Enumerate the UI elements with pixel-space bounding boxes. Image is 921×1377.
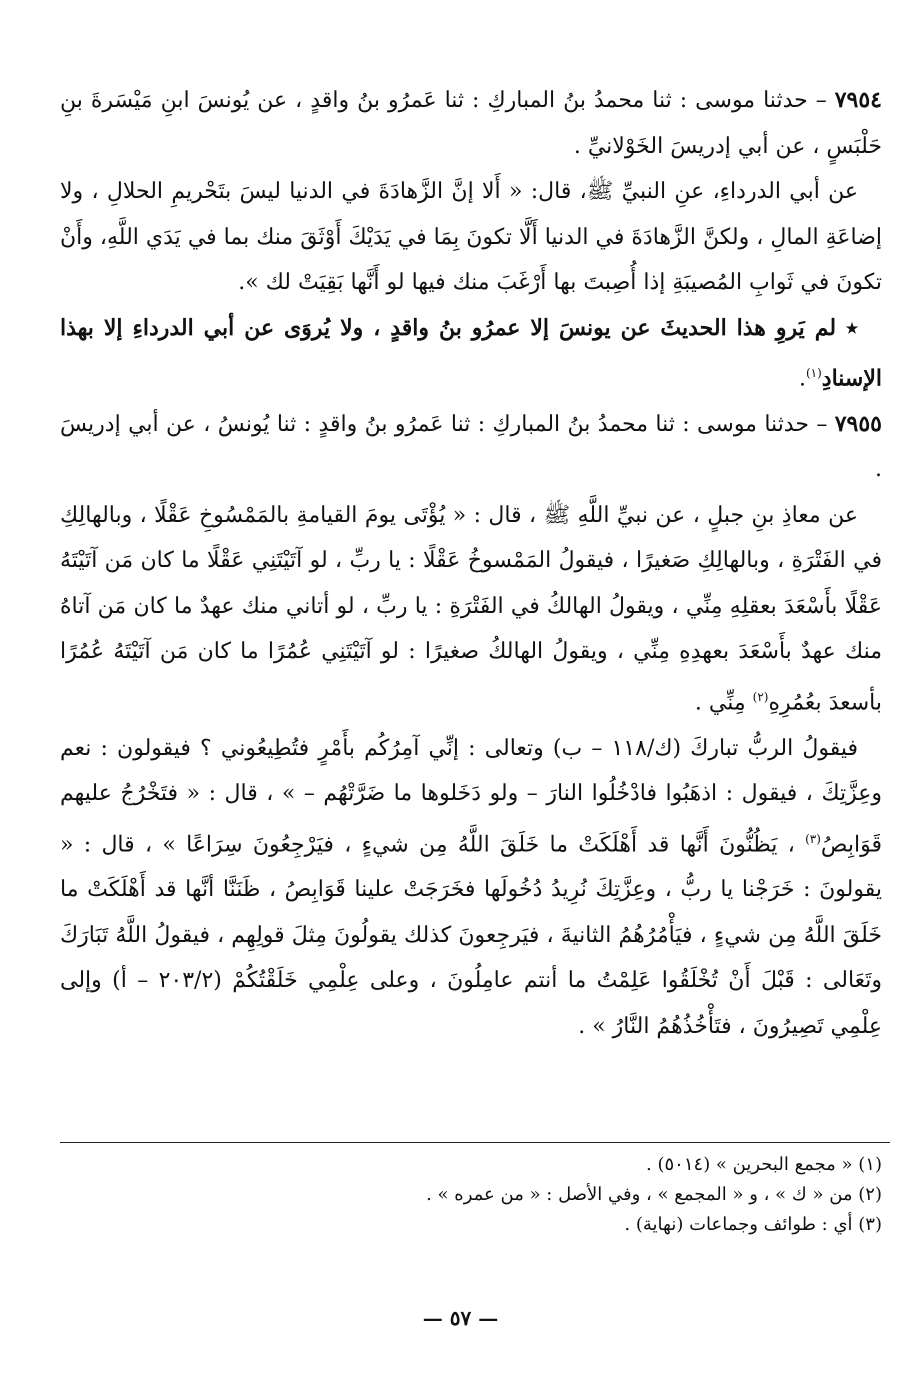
hadith-7954-matn: عن أبي الدرداءِ، عنِ النبيِّ ﷺ، قال: « أَلا إنَّ الزَّهادَةَ في الدنيا ليسَ بتَحْريمِ الحلالِ ، ولا إضاعَةِ المالِ ، ولكنَّ الزَّهادَةَ في الدنيا أَلَّا تكونَ بِمَا في يَدَيْكَ أَوْثَقَ منك بما في يَدَي اللَّهِ، وأَنْ تكونَ في ثَوابِ المُصيبَةِ إذا أُصِبتَ بها أَرْغَبَ منك فيها لو أَنَّها بَقِيَتْ لك ». [60, 179, 882, 295]
note-end: . [798, 366, 806, 392]
matn-text-end: مِنِّي . [694, 690, 753, 716]
footnote-divider [60, 1142, 890, 1143]
hadith-7955-isnad [60, 402, 882, 493]
footnote-3: (٣) أي : طوائف وجماعات (نهاية) . [624, 1214, 882, 1235]
note-text: لم يَروِ هذا الحديثَ عن يونسَ إلا عمرُو بنُ واقدٍ ، ولا يُروَى عن أبي الدرداءِ إلا بهذا الإسنادِ [60, 314, 882, 392]
main-text [60, 78, 882, 1049]
hadith-7955-matn-1 [60, 493, 882, 726]
page-number: — ٥٧ — [422, 1306, 499, 1330]
hadith-7954-isnad [60, 78, 882, 169]
star-marker: ٭ [846, 314, 858, 341]
matn-text: عن معاذِ بنِ جبلٍ ، عن نبيِّ اللَّهِ ﷺ ، قال : « يُؤْتَى يومَ القيامةِ بالمَمْسُوخِ عَقْلًا ، وبالهالِكِ في الفَتْرَةِ ، وبالهالِكِ صَغيرًا ، فيقولُ المَمْسوخُ عَقْلًا : يا ربِّ ، لو آتَيْتَنِي عَقْلًا ما كان مَن آتَيْتَهُ عَقْلًا بأَسْعَدَ بعقلِهِ مِنِّي ، ويقولُ الهالكُ في الفَتْرَةِ : يا ربِّ ، لو أتاني منك عهدٌ ما كان مَن آتاهُ منك عهدٌ بأَسْعَدَ بعهدِهِ مِنِّي ، ويقولُ الهالكُ صغيرًا : لو آتَيْتَنِي عُمُرًا ما كان مَن آتَيْتَهُ عُمُرًا بأسعدَ بعُمُرِهِ [60, 502, 883, 716]
footnote-2: (٢) من « ك » ، و « المجمع » ، وفي الأصل : « من عمره » . [426, 1184, 882, 1205]
matn-text: فيقولُ الربُّ تباركَ (ك/١١٨ – ب) وتعالى : إنِّي آمِرُكُم بأَمْرٍ فتُطِيعُوني ؟ فيقولون : نعم وعِزَّتِكَ ، فيقول : اذهَبُوا فادْخُلُوا النارَ – ولو دَخَلوها ما ضَرَّتْهُم – » ، قال : « فتَخْرُجُ عليهم قَوَابِصُ [60, 735, 882, 857]
footnotes [60, 1150, 882, 1240]
hadith-7954-editor-note [60, 306, 882, 402]
footnote-1: (١) « مجمع البحرين » (٥٠١٤) . [646, 1154, 882, 1175]
hadith-number: ٧٩٥٥ [834, 410, 882, 437]
isnad-text: – حدثنا موسى : ثنا محمدُ بنُ المباركِ : ثنا عَمرُو بنُ واقدٍ : ثنا يُونسُ ، عن أبي إدريسَ . [60, 411, 882, 483]
matn-text-cont: ، يَظُنُّونَ أَنَّها قد أَهْلَكَتْ ما خَلَقَ اللَّهُ مِن شيءٍ ، فيَرْجِعُونَ سِرَاعًا » ، قال : « يقولونَ : خَرَجْنا يا ربُّ ، وعِزَّتِكَ نُرِيدُ دُخُولَها فخَرَجَتْ علينا قَوَابِصُ ، ظَنَنَّا أنَّها قد أَهْلَكَتْ ما خَلَقَ اللَّهُ مِن شيءٍ ، فيَأْمُرُهُمُ الثانيةَ ، فيَرجِعونَ كذلك يقولُونَ مِثلَ قولِهِم ، فيقولُ اللَّهُ تَبَارَكَ وتَعَالى : قَبْلَ أَنْ تُخْلَقُوا عَلِمْتُ ما أنتم عامِلُونَ ، وعلى عِلْمِي خَلَقْتُكُمْ (٢٠٣/٢ – أ) وإلى عِلْمِي تَصِيرُونَ ، فتَأْخُذُهُمُ النَّارُ » . [60, 831, 883, 1039]
hadith-number: ٧٩٥٤ [834, 87, 882, 113]
footnote-ref: (١) [805, 366, 822, 380]
hadith-7955-matn-2 [60, 726, 882, 1050]
footnote-ref: (٢) [752, 689, 769, 704]
isnad-text: – حدثنا موسى : ثنا محمدُ بنُ المباركِ : ثنا عَمرُو بنُ واقدٍ ، عن يُونسَ ابنِ مَيْسَرةَ بنِ حَلْبَسٍ ، عن أبي إدريسَ الخَوْلانيِّ . [60, 88, 882, 159]
footnote-ref: (٣) [805, 831, 821, 846]
